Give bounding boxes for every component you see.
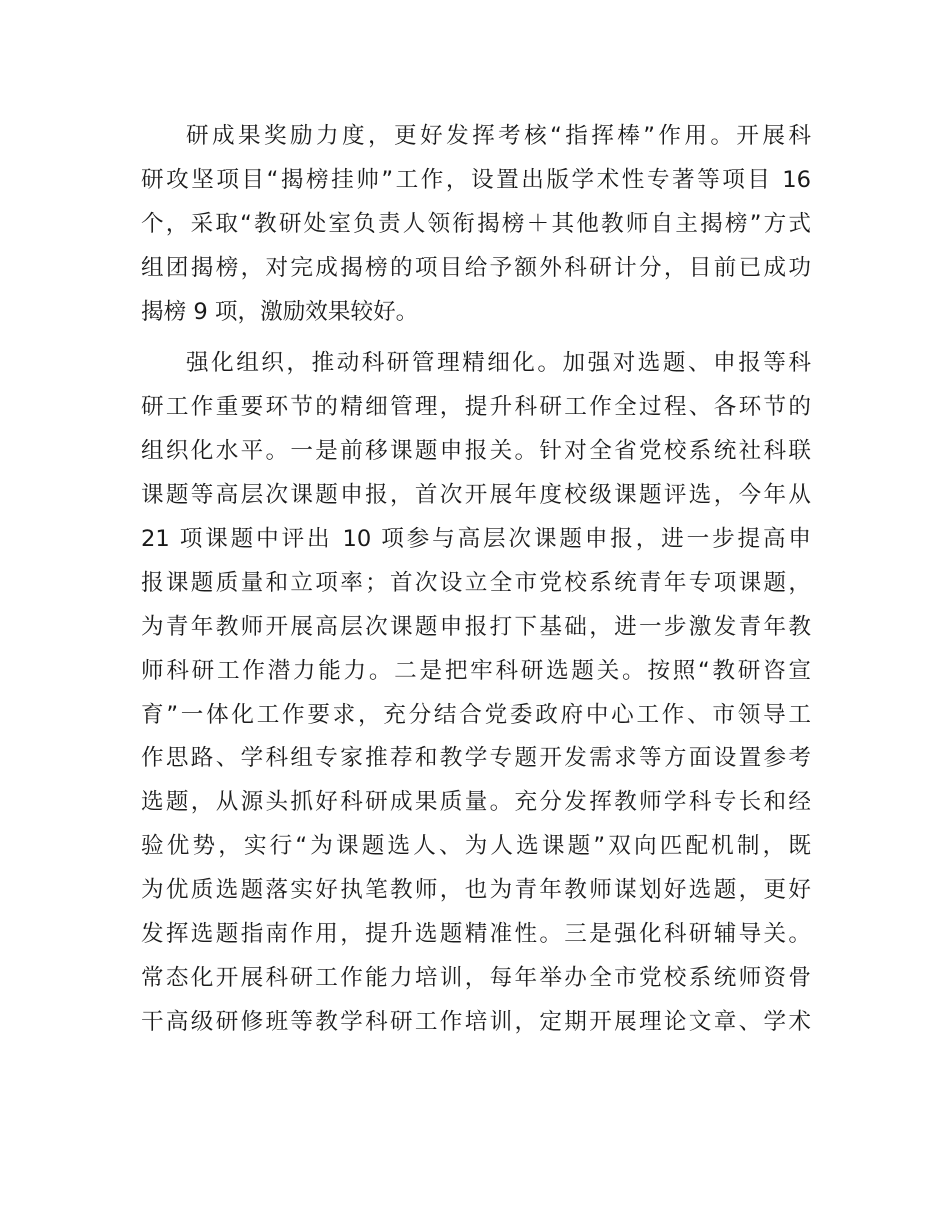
paragraph-1 — [141, 115, 811, 334]
text-line: 21 项课题中评出 10 项参与高层次课题申报，进一步提高申 — [141, 526, 811, 553]
text-line: 报课题质量和立项率；首次设立全市党校系统青年专项课题， — [141, 569, 811, 596]
text-line: 研成果奖励力度，更好发挥考核“指挥棒”作用。开展科 — [186, 123, 811, 149]
text-line: 强化组织，推动科研管理精细化。加强对选题、申报等科 — [186, 350, 811, 377]
paragraph-2 — [141, 342, 811, 1044]
text-line: 为青年教师开展高层次课题申报打下基础，进一步激发青年教 — [141, 613, 811, 640]
body-text — [141, 115, 811, 1045]
text-line: 选题，从源头抓好科研成果质量。充分发挥教师学科专长和经 — [141, 789, 811, 816]
text-line: 课题等高层次课题申报，首次开展年度校级课题评选，今年从 — [141, 482, 811, 509]
text-line: 为优质选题落实好执笔教师，也为青年教师谋划好选题，更好 — [141, 877, 811, 904]
text-line: 常态化开展科研工作能力培训，每年举办全市党校系统师资骨 — [141, 964, 811, 991]
text-line: 发挥选题指南作用，提升选题精准性。三是强化科研辅导关。 — [141, 921, 811, 948]
text-line: 研工作重要环节的精细管理，提升科研工作全过程、各环节的 — [141, 394, 811, 421]
text-line: 揭榜 9 项，激励效果较好。 — [141, 298, 419, 325]
text-line: 干高级研修班等教学科研工作培训，定期开展理论文章、学术 — [141, 1008, 811, 1035]
text-line: 组团揭榜，对完成揭榜的项目给予额外科研计分，目前已成功 — [141, 254, 811, 281]
text-line: 育”一体化工作要求，充分结合党委政府中心工作、市领导工 — [141, 701, 811, 728]
text-line: 验优势，实行“为课题选人、为人选课题”双向匹配机制，既 — [141, 833, 811, 860]
text-line: 个，采取“教研处室负责人领衔揭榜＋其他教师自主揭榜”方式 — [141, 210, 811, 237]
text-line: 组织化水平。一是前移课题申报关。针对全省党校系统社科联 — [141, 438, 811, 465]
text-line: 师科研工作潜力能力。二是把牢科研选题关。按照“教研咨宣 — [141, 657, 811, 684]
text-line: 作思路、学科组专家推荐和教学专题开发需求等方面设置参考 — [141, 745, 811, 772]
text-line: 研攻坚项目“揭榜挂帅”工作，设置出版学术性专著等项目 16 — [141, 166, 811, 193]
